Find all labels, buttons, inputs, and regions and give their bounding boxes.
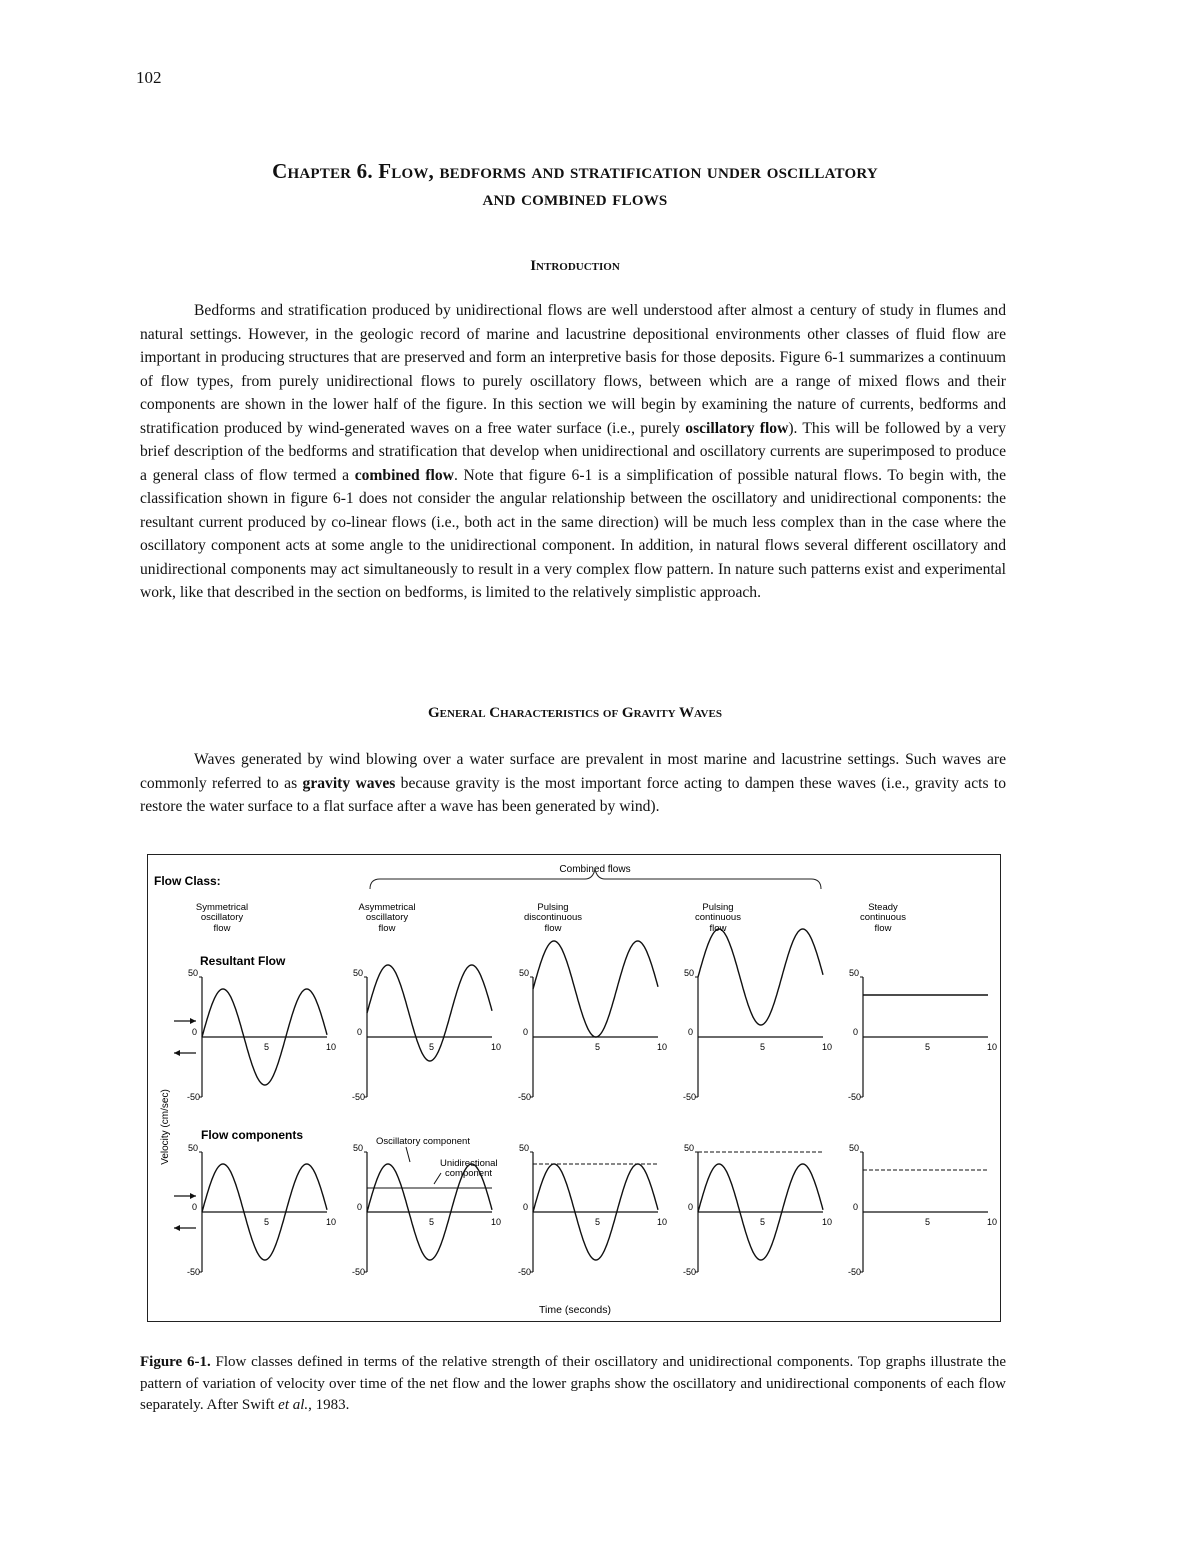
x-tick-label-10: 10 [490, 1042, 502, 1052]
caption-text: Flow classes defined in terms of the relative strength of their oscillatory and unidirectional components. Top graphs illustrate the pattern of variation of velocity over time of the net flow and the lower graphs show the oscillatory and unidirectional components of each flow separately. After Swift [140, 1354, 1006, 1413]
gravity-waves-heading: General Characteristics of Gravity Waves [428, 705, 722, 721]
x-tick-label-10: 10 [325, 1042, 337, 1052]
x-tick-label-5: 5 [263, 1042, 270, 1052]
term-combined-flow: combined flow [354, 466, 454, 484]
combined-flows-brace [370, 869, 821, 889]
oscillatory-pointer-line [406, 1147, 410, 1162]
y-tick-label-0: 0 [687, 1202, 693, 1212]
y-tick-label-0: 0 [852, 1202, 858, 1212]
y-tick-label-50: 50 [683, 968, 694, 978]
y-tick-label-0: 0 [687, 1027, 693, 1037]
y-tick-label-minus50: -50 [351, 1092, 365, 1102]
y-tick-label-0: 0 [522, 1202, 528, 1212]
x-tick-label-10: 10 [986, 1217, 998, 1227]
flow-class-chart [148, 855, 1002, 1323]
y-tick-label-50: 50 [848, 1143, 859, 1153]
unidirectional-pointer-line [434, 1173, 441, 1184]
caption-year: , 1983. [308, 1397, 350, 1413]
plot-area [174, 902, 997, 1277]
column-header-1-line1: Symmetrical [195, 902, 249, 913]
column-header-1-line2: oscillatory [200, 912, 244, 923]
column-header-2-line1: Asymmetrical [358, 902, 416, 913]
column-header-1-line3: flow [213, 923, 231, 934]
x-tick-label-10: 10 [490, 1217, 502, 1227]
column-header-5-line2: continuous [860, 912, 906, 923]
gravity-text-2: because gravity is the most important force acting to dampen these waves (i.e., gravity acts to restore the water surface to a flat surface after a wave has been generated by wind). [140, 774, 1006, 815]
y-tick-label-minus50: -50 [517, 1092, 531, 1102]
y-tick-label-0: 0 [356, 1202, 362, 1212]
column-header-2-line3: flow [378, 923, 396, 934]
intro-text-1: Bedforms and stratification produced by unidirectional flows are well understood after almost a century of study in flumes and natural settings. However, in the geologic record of marine and lacustrine depositional environments other classes of fluid flow are important in producing structures that are preserved and form an interpretive basis for those deposits. Figure 6-1 summarizes a continuum of flow types, from purely unidirectional flows to purely oscillatory flows, between which are a range of mixed flows and their components are shown in the lower half of the figure. In this section we will begin by examining the nature of currents, bedforms and stratification produced by wind-generated waves on a free water surface (i.e., purely [140, 302, 1006, 437]
chapter-title-line2: and combined flows [482, 186, 668, 210]
y-tick-label-minus50: -50 [682, 1267, 696, 1277]
y-tick-label-minus50: -50 [351, 1267, 365, 1277]
column-header-4-line1: Pulsing [702, 902, 734, 913]
column-header-5-line1: Steady [868, 902, 898, 913]
term-oscillatory-flow: oscillatory flow [685, 419, 789, 437]
intro-text-3: . Note that figure 6-1 is a simplification of possible natural flows. To begin with, the classification shown in figure 6-1 does not consider the angular relationship between the oscillatory and unidirectional components: the resultant current produced by co-linear flows (i.e., both act in the same direction) will be much less complex than in the case where the oscillatory component acts at some angle to the unidirectional component. In addition, in natural flows several different oscillatory and unidirectional components may act simultaneously to result in a very complex flow pattern. In nature such patterns exist and experimental work, like that described in the section on bedforms, is limited to the relatively simplistic approach. [140, 466, 1006, 601]
x-tick-label-10: 10 [656, 1217, 668, 1227]
term-gravity-waves: gravity waves [302, 774, 396, 792]
chapter-title [140, 158, 1010, 212]
introduction-paragraph [140, 299, 1006, 605]
flow-class-label: Flow Class: [154, 874, 221, 888]
x-tick-label-5: 5 [594, 1217, 601, 1227]
y-tick-label-minus50: -50 [847, 1092, 861, 1102]
gravity-text-1: Waves generated by wind blowing over a water surface are prevalent in most marine and lacustrine settings. Such waves are commonly referred to as [140, 751, 1006, 792]
y-tick-label-minus50: -50 [186, 1092, 200, 1102]
y-tick-label-50: 50 [352, 1143, 363, 1153]
x-tick-label-5: 5 [263, 1217, 270, 1227]
x-axis-label: Time (seconds) [539, 1304, 611, 1316]
y-tick-label-50: 50 [187, 1143, 198, 1153]
x-tick-label-5: 5 [428, 1217, 435, 1227]
resultant-curve-3 [533, 941, 658, 1037]
flow-components-label: Flow components [201, 1128, 303, 1142]
figure-caption [140, 1352, 1006, 1417]
y-tick-label-0: 0 [852, 1027, 858, 1037]
x-tick-label-10: 10 [986, 1042, 998, 1052]
column-header-3-line3: flow [544, 923, 562, 934]
oscillatory-component-label: Oscillatory component [376, 1136, 470, 1147]
arrow-right-head-icon [190, 1193, 196, 1199]
x-tick-label-10: 10 [821, 1217, 833, 1227]
y-tick-label-50: 50 [683, 1143, 694, 1153]
x-tick-label-5: 5 [428, 1042, 435, 1052]
x-tick-label-5: 5 [594, 1042, 601, 1052]
unidirectional-component-label-1: Unidirectional [440, 1158, 498, 1169]
unidirectional-component-label-2: component [445, 1168, 493, 1179]
column-header-3-line1: Pulsing [537, 902, 569, 913]
combined-flows-label: Combined flows [559, 864, 631, 875]
introduction-heading: Introduction [530, 258, 620, 274]
y-tick-label-50: 50 [352, 968, 363, 978]
column-header-4-line3: flow [709, 923, 727, 934]
x-tick-label-10: 10 [821, 1042, 833, 1052]
intro-text-2: ). This will be followed by a very brief description of the bedforms and stratification that develop when unidirectional and oscillatory currents are superimposed to produce a general class of flow termed a [140, 419, 1006, 484]
column-header-2-line2: oscillatory [365, 912, 409, 923]
x-tick-label-10: 10 [656, 1042, 668, 1052]
column-header-3-line2: discontinuous [523, 912, 583, 923]
caption-label: Figure 6-1. [140, 1354, 211, 1370]
y-tick-label-50: 50 [848, 968, 859, 978]
column-header-5-line3: flow [874, 923, 892, 934]
column-header-4-line2: continuous [695, 912, 741, 923]
y-tick-label-0: 0 [191, 1202, 197, 1212]
y-tick-label-50: 50 [518, 968, 529, 978]
arrow-left-head-icon [174, 1050, 180, 1056]
arrow-left-head-icon [174, 1225, 180, 1231]
y-tick-label-minus50: -50 [847, 1267, 861, 1277]
x-tick-label-5: 5 [759, 1042, 766, 1052]
page-number: 102 [136, 68, 162, 87]
y-tick-label-minus50: -50 [186, 1267, 200, 1277]
chapter-title-line1: Chapter 6. Flow, bedforms and stratification under oscillatory [272, 159, 878, 183]
resultant-curve-4 [698, 929, 823, 1025]
arrow-right-head-icon [190, 1018, 196, 1024]
y-tick-label-50: 50 [518, 1143, 529, 1153]
x-tick-label-10: 10 [325, 1217, 337, 1227]
x-tick-label-5: 5 [924, 1042, 931, 1052]
y-tick-label-minus50: -50 [517, 1267, 531, 1277]
y-tick-label-0: 0 [191, 1027, 197, 1037]
y-tick-label-0: 0 [356, 1027, 362, 1037]
y-tick-label-50: 50 [187, 968, 198, 978]
x-tick-label-5: 5 [759, 1217, 766, 1227]
caption-etal: et al. [278, 1397, 309, 1413]
figure-6-1 [147, 854, 1001, 1322]
gravity-waves-paragraph [140, 748, 1006, 819]
resultant-flow-label: Resultant Flow [200, 954, 286, 968]
y-tick-label-minus50: -50 [682, 1092, 696, 1102]
y-tick-label-0: 0 [522, 1027, 528, 1037]
y-axis-label: Velocity (cm/sec) [160, 1089, 171, 1165]
x-tick-label-5: 5 [924, 1217, 931, 1227]
